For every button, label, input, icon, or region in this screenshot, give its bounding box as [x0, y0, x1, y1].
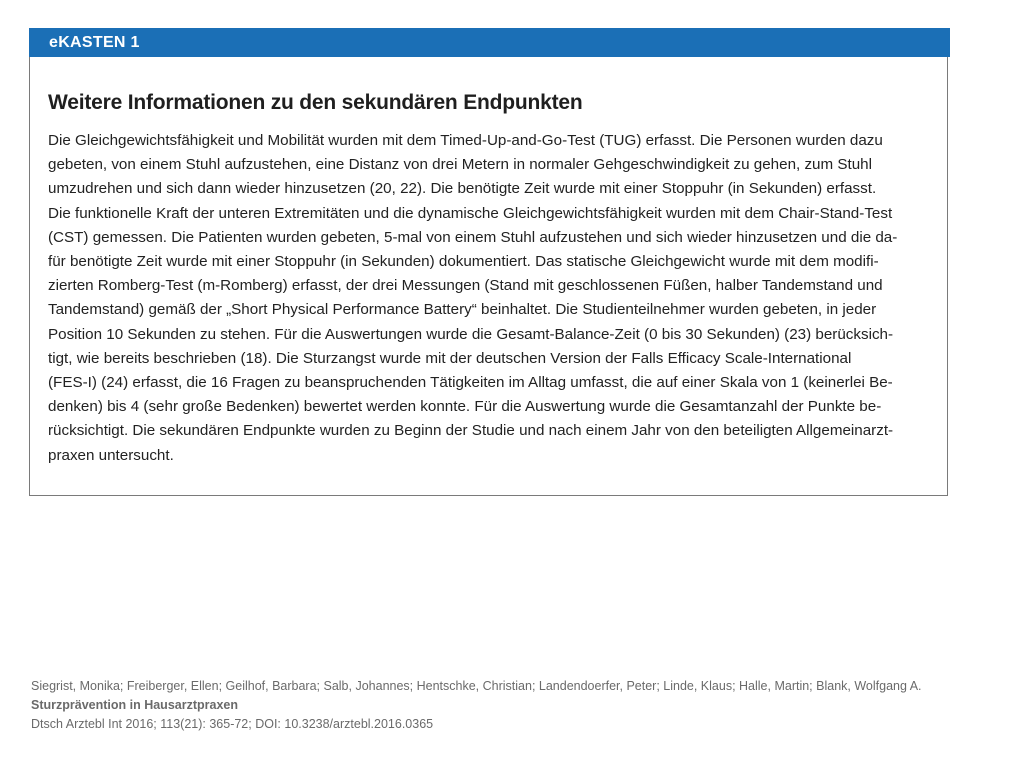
citation: [31, 677, 991, 734]
body-line: Die Gleichgewichtsfähigkeit und Mobilität wurden mit dem Timed-Up-and-Go-Test (TUG) erfasst. Die Personen wurden dazu: [48, 132, 883, 149]
body-line: tigt, wie bereits beschrieben (18). Die Sturzangst wurde mit der deutschen Version der Falls Efficacy Scale-International: [48, 349, 852, 367]
box-label: eKASTEN 1: [29, 28, 950, 57]
citation-source: Dtsch Arztebl Int 2016; 113(21): 365-72; DOI: 10.3238/arztebl.2016.0365: [31, 717, 434, 731]
citation-authors: Siegrist, Monika; Freiberger, Ellen; Geilhof, Barbara; Salb, Johannes; Hentschke, Christian; Landendoerfer, Peter; Linde, Klaus; Halle, Martin; Blank, Wolfgang A.: [31, 679, 922, 693]
body-line: Die funktionelle Kraft der unteren Extremitäten und die dynamische Gleichgewichtsfähigkeit wurden mit dem Chair-Stand-Test: [48, 204, 893, 222]
body-line: Tandemstand) gemäß der „Short Physical Performance Battery“ beinhaltet. Die Studienteilnehmer wurden gebeten, in jeder: [48, 301, 877, 319]
body-line: denken) bis 4 (sehr große Bedenken) bewertet werden konnte. Für die Auswertung wurde die Gesamtanzahl der Punkte be-: [48, 398, 882, 416]
box-body: [48, 129, 938, 468]
body-line: praxen untersucht.: [48, 446, 174, 464]
citation-title: Sturzprävention in Hausarztpraxen: [31, 698, 238, 712]
info-box: [29, 28, 948, 496]
body-line: zierten Romberg-Test (m-Romberg) erfasst, der drei Messungen (Stand mit geschlossenen Füßen, halber Tandemstand und: [48, 277, 883, 295]
body-line: gebeten, von einem Stuhl aufzustehen, eine Distanz von drei Metern in normaler Gehgeschwindigkeit zu gehen, zum Stuhl: [48, 156, 872, 174]
body-line: (FES-I) (24) erfasst, die 16 Fragen zu beanspruchenden Tätigkeiten im Alltag umfasst, die auf einer Skala von 1 (keinerlei Be-: [48, 374, 893, 392]
body-line: für benötigte Zeit wurde mit einer Stoppuhr (in Sekunden) dokumentiert. Das statische Gleichgewicht wurde mit dem modifi-: [48, 253, 879, 271]
body-line: rücksichtigt. Die sekundären Endpunkte wurden zu Beginn der Studie und nach einem Jahr von den beteiligten Allgemeinarzt-: [48, 422, 894, 440]
body-line: umzudrehen und sich dann wieder hinzusetzen (20, 22). Die benötigte Zeit wurde mit einer Stoppuhr (in Sekunden) erfasst.: [48, 180, 877, 198]
body-line: Position 10 Sekunden zu stehen. Für die Auswertungen wurde die Gesamt-Balance-Zeit (0 bis 30 Sekunden) (23) berücksich-: [48, 325, 894, 343]
body-line: (CST) gemessen. Die Patienten wurden gebeten, 5-mal von einem Stuhl aufzustehen und sich wieder hinzusetzen und die da-: [48, 228, 898, 246]
box-title: Weitere Informationen zu den sekundären Endpunkten: [48, 91, 583, 114]
